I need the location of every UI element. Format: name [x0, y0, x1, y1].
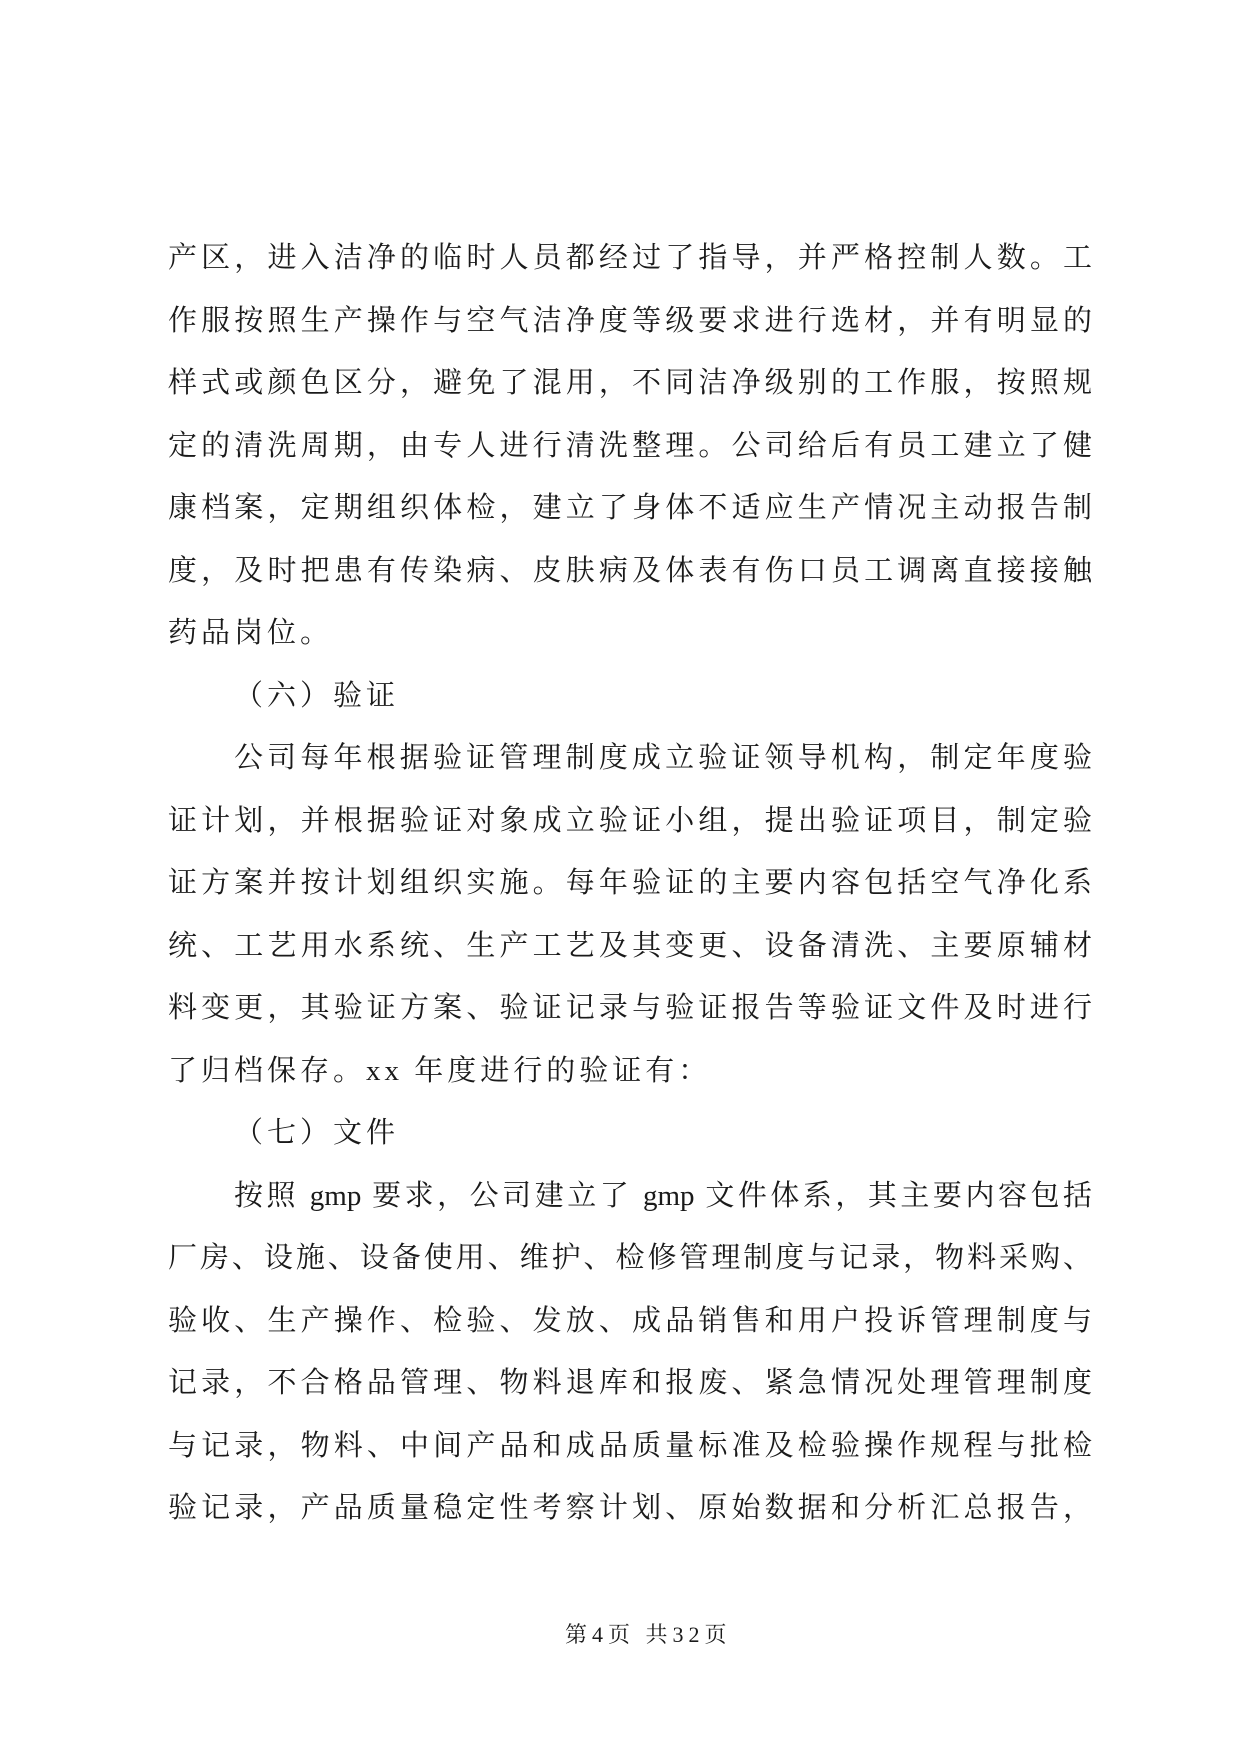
body-text-line: 与记录，物料、中间产品和成品质量标准及检验操作规程与批检	[168, 1429, 1092, 1462]
body-text-line: 药品岗位。	[168, 617, 334, 649]
body-text-line: 度，及时把患有传染病、皮肤病及体表有伤口员工调离直接接触	[168, 554, 1092, 587]
page-number: 第4页 共32页	[565, 1622, 732, 1647]
body-text-line: 验记录，产品质量稳定性考察计划、原始数据和分析汇总报告，	[168, 1492, 1092, 1524]
section-heading: （六）验证	[234, 679, 400, 712]
body-text-line: 记录，不合格品管理、物料退库和报废、紧急情况处理管理制度	[168, 1367, 1092, 1399]
body-text-line: 料变更，其验证方案、验证记录与验证报告等验证文件及时进行	[168, 992, 1092, 1024]
paragraph-continued	[168, 227, 1092, 665]
body-text-line: 证方案并按计划组织实施。每年验证的主要内容包括空气净化系	[168, 867, 1092, 899]
body-text-line: 公司每年根据验证管理制度成立验证领导机构，制定年度验	[234, 742, 1092, 774]
paragraph-validation	[168, 727, 1092, 1102]
body-text-line: 定的清洗周期，由专人进行清洗整理。公司给后有员工建立了健	[168, 429, 1092, 462]
body-text-line: 厂房、设施、设备使用、维护、检修管理制度与记录，物料采购、	[168, 1242, 1092, 1274]
body-text-line: 产区，进入洁净的临时人员都经过了指导，并严格控制人数。工	[168, 242, 1092, 274]
section-heading: （七）文件	[234, 1117, 400, 1149]
body-text-line: 了归档保存。xx 年度进行的验证有：	[168, 1054, 712, 1087]
body-text-line: 证计划，并根据验证对象成立验证小组，提出验证项目，制定验	[168, 804, 1092, 837]
paragraph-documents	[168, 1165, 1092, 1540]
body-text-line: 作服按照生产操作与空气洁净度等级要求进行选材，并有明显的	[168, 304, 1092, 337]
body-text-line: 康档案，定期组织体检，建立了身体不适应生产情况主动报告制	[168, 492, 1092, 524]
body-text-line: 按照 gmp 要求，公司建立了 gmp 文件体系，其主要内容包括	[234, 1179, 1092, 1212]
body-text-line: 统、工艺用水系统、生产工艺及其变更、设备清洗、主要原辅材	[168, 929, 1092, 962]
body-text-line: 验收、生产操作、检验、发放、成品销售和用户投诉管理制度与	[168, 1304, 1092, 1337]
page-body	[168, 227, 1092, 1540]
page-footer	[565, 1621, 732, 1649]
body-text-line: 样式或颜色区分，避免了混用，不同洁净级别的工作服，按照规	[168, 367, 1092, 399]
